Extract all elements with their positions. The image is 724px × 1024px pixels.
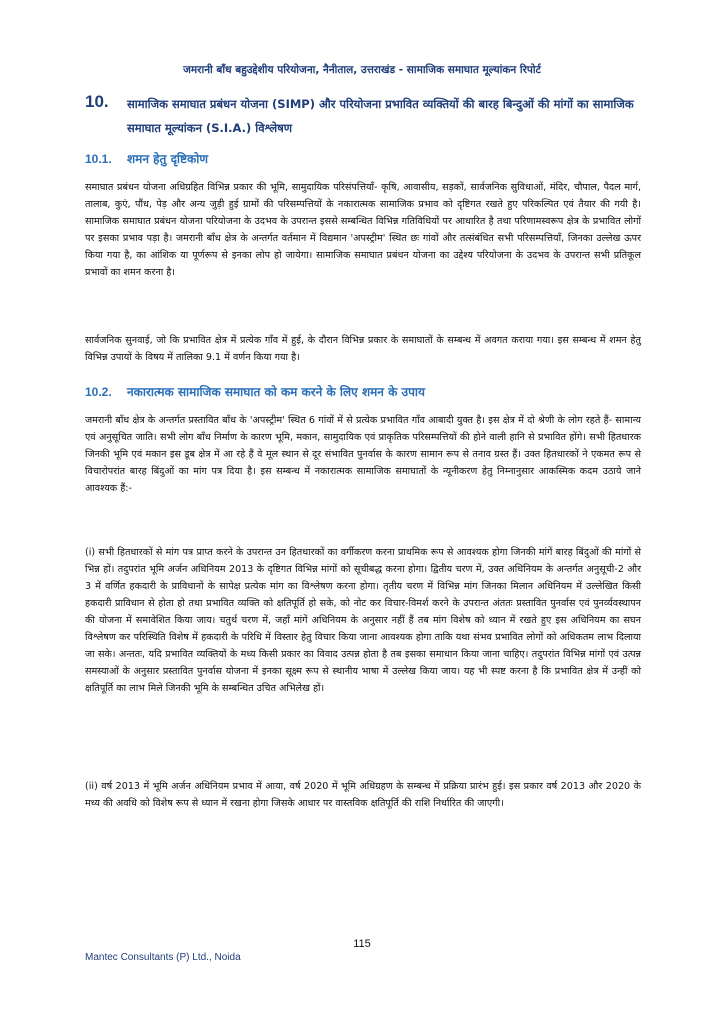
paragraph-10-2-item-i: (i) सभी हितधारकों से मांग पत्र प्राप्त करने के उपरान्त उन हितधारकों का वर्गीकरण करना प्राथमिक रूप से आवश्यक होगा जिनकी मांगें बारह बिंदुओं की मांगों से भिन्न हों। तदुपरांत भूमि अर्जन अधिनियम 2013 के दृष्टिगत विभिन्न मांगों को सूचीबद्ध करना होगा। द्वितीय चरण में, उक्त अधिनियम के अन्तर्गत अनुसूची-2 और 3 में वर्णित हकदारी के प्राविधानों के सापेक्ष प्रत्येक मांग का विश्लेषण करना होगा। तृतीय चरण में विभिन्न मांग जिनका मिलान अधिनियम में उल्लेखित किसी हकदारी प्राविधान से होता हो तथा प्रभावित व्यक्ति को क्षतिपूर्ति हो सके, को नोट कर विचार-विमर्श करने के उपरान्त अंततः प्रस्तावित पुनर्वास एवं पुनर्व्यवस्थापन की योजना में समावेशित किया जाय। चतुर्थ चरण में, जहाँ मांगें अधिनियम के अनुसार नहीं हैं तब मांग विशेष को ध्यान में रखते हुए इस अधिनियम का सघन विश्लेषण कर परिस्थिति विशेष में हकदारी के परिधि में विस्तार हेतु विचार किया जाना आवश्यक होगा ताकि यथा संभव प्रभावित लोगों को अधिकतम लाभ दिलाया जा सके। अन्ततः, यदि प्रभावित व्यक्तियों के मध्य किसी प्रकार का विवाद उत्पन्न होता है तब इसका समाधान किया जाना चाहिए। तदुपरांत विभिन्न मांगों एवं उत्पन्न समस्याओं के अनुसार प्रस्तावित पुनर्वास योजना में इनका सूक्ष्म रूप से स्थानीय भाषा में उल्लेख किया जाय। यह भी स्पष्ट करना है कि प्रभावित क्षेत्र में उन्हीं को क्षतिपूर्ति का लाभ मिले जिनकी भूमि के सम्बन्धित उचित अभिलेख हों। [85,547,641,694]
section-10-2-heading [85,383,425,400]
section-10-2-number: 10.2. [85,385,112,399]
paragraph-10-1-a: समाघात प्रबंधन योजना अधिग्रहित विभिन्न प्रकार की भूमि, सामुदायिक परिसंपत्तियाँ- कृषि, आवासीय, सड़कों, सार्वजनिक सुविधाओं, मंदिर, चौपाल, पैदल मार्ग, तालाब, कुएं, पौंध, पेड़ और अन्य जुड़ी हुई ग्रामों की परिसम्पत्तियों के नकारात्मक सामाजिक प्रभाव को दृष्टिगत रखते हुए परिकल्पित एवं तैयार की गयी है। सामाजिक समाघात प्रबंधन योजना परियोजना के उदभव के उपरान्त इससे सम्बन्धित विभिन्न गतिविधियों पर आधारित है तथा परिणामस्वरूप क्षेत्र के प्रभावित लोगों पर इसका प्रभाव पड़ा है। जमरानी बाँध क्षेत्र के अन्तर्गत वर्तमान में विद्यमान 'अपस्ट्रीम' स्थित छः गांवों और तत्संबंधित सभी परिसम्पत्तियाँ, जिनका उल्लेख ऊपर किया गया है, का आंशिक या पूर्णरूप से इनका लोप हो जायेगा। सामाजिक समाघात प्रबंधन योजना का उद्देश्य परियोजना के उदभव के उपरान्त सभी प्रतिकूल प्रभावों का शमन करना है। [85,182,641,278]
section-10-1-heading [85,150,208,167]
running-header: जमरानी बाँध बहुउद्देशीय परियोजना, नैनीताल, उत्तराखंड - सामाजिक समाघात मूल्यांकन रिपोर्ट [183,64,541,76]
section-10-number: 10. [85,92,109,111]
paragraph-10-1-b: सार्वजनिक सुनवाई, जो कि प्रभावित क्षेत्र में प्रत्येक गाँव में हुई, के दौरान विभिन्न प्रकार के समाघातों के सम्बन्ध में अवगत कराया गया। इस सम्बन्ध में शमन हेतु विभिन्न उपायों के विषय में तालिका 9.1 में वर्णन किया गया है। [85,335,641,363]
page-number: 115 [353,938,371,950]
paragraph-10-2-item-ii: (ii) वर्ष 2013 में भूमि अर्जन अधिनियम प्रभाव में आया, वर्ष 2020 में भूमि अधिग्रहण के सम्बन्ध में प्रक्रिया प्रारंभ हुई। इस प्रकार वर्ष 2013 और 2020 के मध्य की अवधि को विशेष रूप से ध्यान में रखना होगा जिसके आधार पर वास्तविक क्षतिपूर्ति की राशि निर्धारित की जाएगी। [85,781,641,809]
section-10-1-title: शमन हेतु दृष्टिकोण [127,152,209,166]
paragraph-10-2-intro: जमरानी बाँध क्षेत्र के अन्तर्गत प्रस्तावित बाँध के 'अपस्ट्रीम' स्थित 6 गांवों में से प्रत्येक प्रभावित गाँव आबादी युक्त है। इस क्षेत्र में दो श्रेणी के लोग रहते हैं- सामान्य एवं अनुसूचित जाति। सभी लोग बाँध निर्माण के कारण भूमि, मकान, सामुदायिक एवं प्राकृतिक परिसम्पत्तियों की होने वाली हानि से प्रभावित होंगे। सभी हितधारक जिनकी भूमि एवं मकान इस डूब क्षेत्र में आ रहे हैं वे मूल स्थान से दूर संभावित पुनर्वास के कारण सामान रूप से तनाव ग्रस्त हैं। उक्त हितधारकों ने एकमत रूप से विचारोपरांत बारह बिंदुओं का मांग पत्र दिया है। इस सम्बन्ध में नकारात्मक सामाजिक समाघातों के न्यूनीकरण हेतु निम्नानुसार आकस्मिक कदम उठाये जाने आवश्यक हैं:- [85,415,641,494]
footer-company: Mantec Consultants (P) Ltd., Noida [85,952,241,963]
section-10-1-number: 10.1. [85,152,112,166]
section-10-2-title: नकारात्मक सामाजिक समाघात को कम करने के लिए शमन के उपाय [127,385,425,399]
section-10-title: सामाजिक समाघात प्रबंधन योजना (SIMP) और परियोजना प्रभावित व्यक्तियों की बारह बिन्दुओं की मांगों का सामाजिक समाघात मूल्यांकन (S.I.A.) विश्लेषण [127,97,634,135]
